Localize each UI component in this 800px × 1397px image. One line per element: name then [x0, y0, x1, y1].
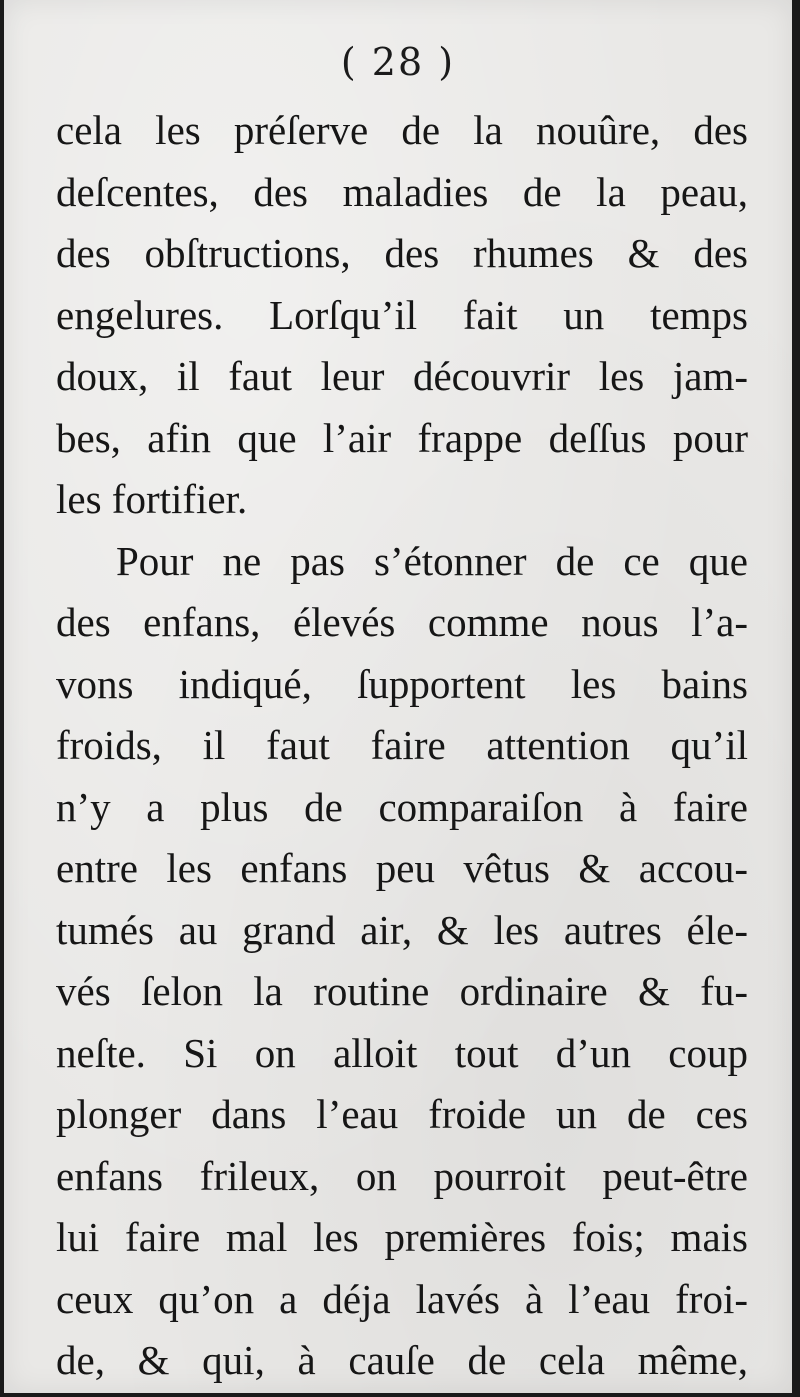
text-line: plonger dans l’eau froide un de ces — [56, 1091, 748, 1137]
text-line: enfans frileux, on pourroit peut-être — [56, 1152, 748, 1199]
paragraph-1 — [56, 100, 748, 531]
text-line: lui faire mal les premières fois; mais — [56, 1214, 748, 1260]
text-line: cela les préſerve de la nouûre, des — [56, 107, 748, 153]
text-line: engelures. Lorſqu’il fait un temps — [56, 291, 748, 338]
text-line: vons indiqué, ſupportent les bains — [56, 660, 748, 707]
text-line: des enfans, élevés comme nous l’a- — [56, 599, 748, 645]
text-line: tumés au grand air, & les autres éle- — [56, 906, 748, 953]
text-line: des obſtructions, des rhumes & des — [56, 230, 748, 276]
text-line: froids, il faut faire attention qu’il — [56, 722, 748, 768]
text-line: ceux qu’on a déja lavés à l’eau froi- — [56, 1275, 748, 1322]
text-line: bes, afin que l’air frappe deſſus pour — [56, 414, 748, 461]
text-line: de, & qui, à cauſe de cela même, — [56, 1337, 748, 1383]
body-text — [56, 100, 748, 1392]
text-line: entre les enfans peu vêtus & accou- — [56, 845, 748, 891]
text-line: n’y a plus de comparaiſon à faire — [56, 783, 748, 830]
text-line: les fortifier. — [56, 476, 248, 522]
book-page — [4, 0, 792, 1393]
paragraph-2 — [56, 531, 748, 1392]
text-line: deſcentes, des maladies de la peau, — [56, 168, 748, 215]
text-line: doux, il faut leur découvrir les jam- — [56, 353, 748, 399]
text-line: vés ſelon la routine ordinaire & fu- — [56, 968, 748, 1014]
text-line: neſte. Si on alloit tout d’un coup — [56, 1029, 748, 1076]
text-line: Pour ne pas s’étonner de ce que — [116, 537, 748, 584]
page-number: ( 28 ) — [340, 40, 456, 84]
